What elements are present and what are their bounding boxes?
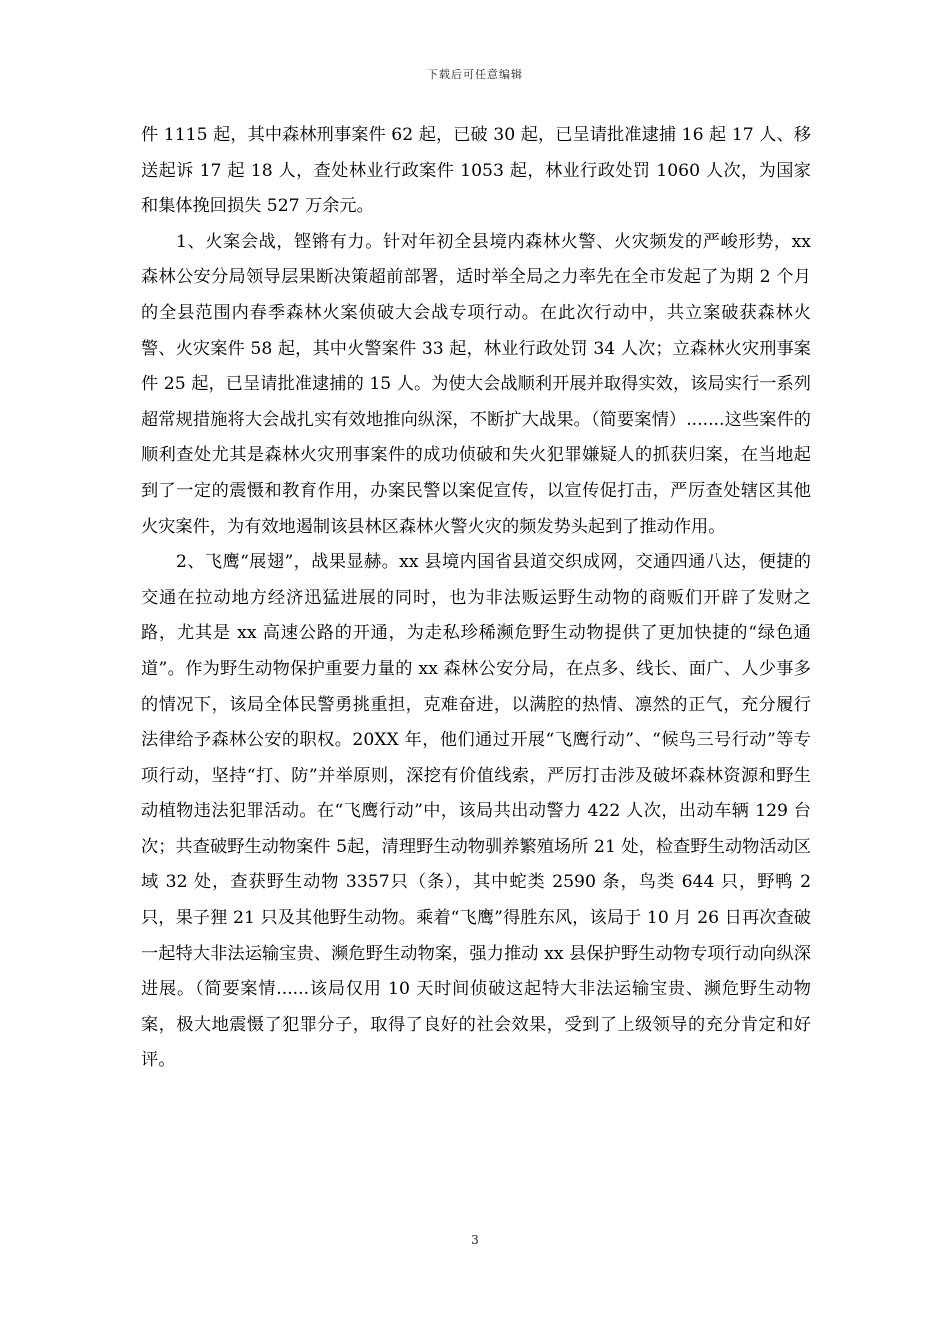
paragraph-continuation: 件 1115 起，其中森林刑事案件 62 起，已破 30 起，已呈请批准逮捕 16 起 17 人、移送起诉 17 起 18 人，查处林业行政案件 1053 起，林业行政处罚 1060 人次，为国家和集体挽回损失 527 万余元。 (141, 125, 811, 217)
body-text (141, 118, 811, 1079)
paragraph-eagle-operation: 2、飞鹰“展翅”，战果显赫。xx 县境内国省县道交织成网，交通四通八达，便捷的交通在拉动地方经济迅猛进展的同时，也为非法贩运野生动物的商贩们开辟了发财之路，尤其是 xx 高速公路的开通，为走私珍稀濒危野生动物提供了更加快捷的“绿色通道”。作为野生动物保护重要力量的 xx 森林公安分局，在点多、线长、面广、人少事多的情况下，该局全体民警勇挑重担，克难奋进，以满腔的热情、凛然的正气，充分履行法律给予森林公安的职权。20XX 年，他们通过开展“飞鹰行动”、“候鸟三号行动”等专项行动，坚持“打、防”并举原则，深挖有价值线索，严厉打击涉及破坏森林资源和野生动植物违法犯罪活动。在“飞鹰行动”中，该局共出动警力 422 人次，出动车辆 129 台次；共查破野生动物案件 5起，清理野生动物驯养繁殖场所 21 处，检查野生动物活动区域 32 处，查获野生动物 3357只（条），其中蛇类 2590 条，鸟类 644 只，野鸭 2 只，果子狸 21 只及其他野生动物。乘着“飞鹰”得胜东风，该局于 10 月 26 日再次查破一起特大非法运输宝贵、濒危野生动物案，强力推动 xx 县保护野生动物专项行动向纵深进展。（简要案情......该局仅用 10 天时间侦破这起特大非法运输宝贵、濒危野生动物案，极大地震慑了犯罪分子，取得了良好的社会效果，受到了上级领导的充分肯定和好评。 (141, 552, 811, 1071)
page-header: 下载后可任意编辑 (427, 68, 523, 81)
paragraph-fire-case-campaign: 1、火案会战，铿锵有力。针对年初全县境内森林火警、火灾频发的严峻形势，xx 森林公安分局领导层果断决策超前部署，适时举全局之力率先在全市发起了为期 2 个月的全县范围内春季森林火案侦破大会战专项行动。在此次行动中，共立案破获森林火警、火灾案件 58 起，其中火警案件 33 起，林业行政处罚 34 人次；立森林火灾刑事案件 25 起，已呈请批准逮捕的 15 人。为使大会战顺利开展并取得实效，该局实行一系列超常规措施将大会战扎实有效地推向纵深，不断扩大战果。（简要案情）.......这些案件的顺利查处尤其是森林火灾刑事案件的成功侦破和失火犯罪嫌疑人的抓获归案，在当地起到了一定的震慑和教育作用，办案民警以案促宣传，以宣传促打击，严厉查处辖区其他火灾案件，为有效地遏制该县林区森林火警火灾的频发势头起到了推动作用。 (141, 231, 811, 537)
page-number: 3 (471, 1233, 479, 1247)
